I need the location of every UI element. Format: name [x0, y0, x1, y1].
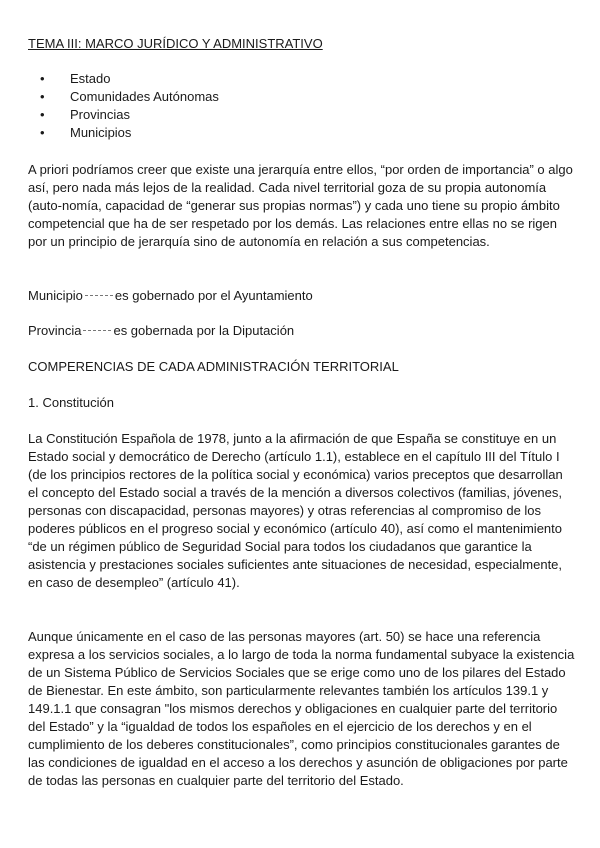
list-item-label: Comunidades Autónomas [70, 89, 219, 104]
paragraph-constitucion: La Constitución Española de 1978, junto a la afirmación de que España se constituye en un Estado social y democrático de Derecho (artículo 1.1), establece en el capítulo III del Título I (de los principios rectores de la política social y económica) varios preceptos que desarrollan el concepto del Estado social a través de la mención a diversos colectivos (familias, jóvenes, personas con discapacidad, personas mayores) y otras referencias al compromiso de los poderes públicos en el progreso social y económico (artículo 40), así como el mantenimiento “de un régimen público de Seguridad Social para todos los ciudadanos que garantice la asistencia y prestaciones sociales suficientes ante situaciones de necesidad, especialmente, en caso de desempleo” (artículo 41). [28, 431, 563, 590]
relation-municipio [28, 287, 576, 305]
dash-separator [83, 330, 111, 331]
subsection-heading: 1. Constitución [28, 395, 114, 410]
bullet-icon: • [40, 89, 45, 104]
relation-text: es gobernada por la Diputación [113, 323, 295, 338]
list-item [28, 70, 576, 88]
dash-separator [85, 295, 113, 296]
bullet-icon: • [40, 71, 45, 86]
list-item [28, 88, 576, 106]
territorial-levels-list [28, 70, 576, 142]
paragraph-servicios-sociales: Aunque únicamente en el caso de las personas mayores (art. 50) se hace una referencia expresa a los servicios sociales, a lo largo de toda la norma fundamental subyace la existencia de un Sistema Público de Servicios Sociales que se erige como uno de los pilares del Estado de Bienestar. En este ámbito, son particularmente relevantes también los artículos 139.1 y 149.1.1 que consagran "los mismos derechos y obligaciones en cualquier parte del territorio del Estado” y la “igualdad de todos los españoles en el ejercicio de los derechos y en el cumplimiento de los deberes constitucionales”, como principios constitucionales garantes de las condiciones de igualdad en el acceso a los derechos y asunción de obligaciones por parte de todas las personas en cualquier parte del territorio del Estado. [28, 629, 575, 788]
relation-subject: Provincia [28, 323, 82, 338]
relation-provincia [28, 322, 576, 340]
list-item [28, 124, 576, 142]
document-title: TEMA III: MARCO JURÍDICO Y ADMINISTRATIVO [28, 36, 323, 51]
bullet-icon: • [40, 125, 45, 140]
list-item-label: Provincias [70, 107, 130, 122]
bullet-icon: • [40, 107, 45, 122]
list-item-label: Municipios [70, 125, 132, 140]
section-heading: COMPERENCIAS DE CADA ADMINISTRACIÓN TERRITORIAL [28, 359, 399, 374]
relation-text: es gobernado por el Ayuntamiento [114, 288, 313, 303]
relation-subject: Municipio [28, 288, 83, 303]
paragraph-jerarquia: A priori podríamos creer que existe una jerarquía entre ellos, “por orden de importancia” o algo así, pero nada más lejos de la realidad. Cada nivel territorial goza de su propia autonomía (auto-nomía, capacidad de “generar sus propias normas”) y cada uno tiene su propio ámbito competencial que ha de ser respetado por los demás. Las relaciones entre ellas no se rigen por un principio de jerarquía sino de autonomía en relación a sus competencias. [28, 162, 573, 249]
list-item-label: Estado [70, 71, 111, 86]
list-item [28, 106, 576, 124]
